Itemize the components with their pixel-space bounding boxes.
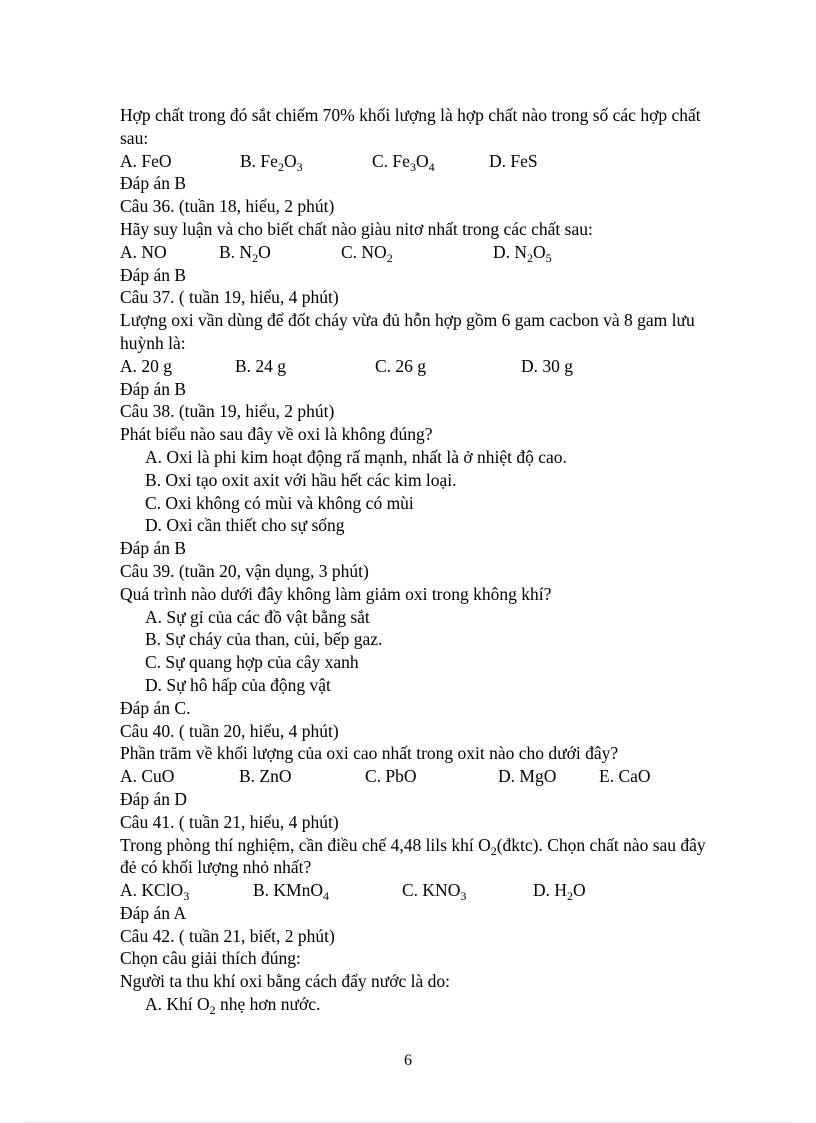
answer-option: C. Oxi không có mùi và không có mùi <box>145 492 414 513</box>
text-line: Phát biểu nào sau đây về oxi là không đúng? <box>120 424 433 445</box>
answer-option <box>235 355 286 378</box>
question-header: Câu 42. ( tuần 21, biết, 2 phút) <box>120 925 335 946</box>
subscript: 2 <box>567 889 574 904</box>
text-run: nhẹ hơn nước. <box>215 994 321 1015</box>
question-header: Câu 36. (tuần 18, hiểu, 2 phút) <box>120 196 335 217</box>
subscript: 4 <box>428 159 435 174</box>
text-run: A. Khí O <box>145 994 210 1015</box>
question-header: Câu 38. (tuần 19, hiểu, 2 phút) <box>120 401 335 422</box>
text-line: Người ta thu khí oxi bằng cách đẩy nước là do: <box>120 971 451 992</box>
subscript: 2 <box>252 250 259 265</box>
text-run: D. H <box>533 880 568 901</box>
answer-option <box>341 241 393 264</box>
page-number: 6 <box>404 1052 412 1069</box>
document-body <box>120 104 720 1016</box>
text-run: A. KClO <box>120 880 184 901</box>
answer-option <box>120 355 172 378</box>
options-row <box>120 241 720 264</box>
subscript: 2 <box>386 250 393 265</box>
text-run: O <box>573 880 586 901</box>
answer-option <box>533 879 586 902</box>
text-line: Lượng oxi vần dùng để đốt cháy vừa đủ hỗn hợp gồm 6 gam cacbon và 8 gam lưu huỳnh là: <box>120 310 695 353</box>
answer-option <box>489 150 538 173</box>
text-line: Quá trình nào dưới đây không làm giảm oxi trong không khí? <box>120 583 552 604</box>
options-row <box>120 355 720 378</box>
text-run: C. NO <box>341 241 387 262</box>
subscript: 5 <box>545 250 552 265</box>
text-run: D. N <box>493 241 528 262</box>
text-line: Hãy suy luận và cho biết chất nào giàu nitơ nhất trong các chất sau: <box>120 218 593 239</box>
text-run: E. CaO <box>599 766 651 787</box>
text-run: A. 20 g <box>120 355 173 376</box>
answer-option <box>498 765 556 788</box>
answer-option: A. Oxi là phi kim hoạt động rấ mạnh, nhất là ở nhiệt độ cao. <box>145 446 567 467</box>
question-header: Câu 37. ( tuần 19, hiểu, 4 phút) <box>120 287 339 308</box>
answer-option: C. Sự quang hợp của cây xanh <box>145 652 359 673</box>
answer-option <box>120 879 189 902</box>
text-run: Trong phòng thí nghiệm, cần điều chế 4,48 lils khí O <box>120 834 491 855</box>
subscript: 2 <box>527 250 534 265</box>
text-run: D. 30 g <box>521 355 574 376</box>
answer-option <box>372 150 435 173</box>
answer-option <box>521 355 573 378</box>
question-header: Câu 39. (tuần 20, vận dụng, 3 phút) <box>120 560 369 581</box>
options-row <box>120 765 720 788</box>
subscript: 3 <box>183 889 190 904</box>
subscript: 2 <box>490 843 497 858</box>
text-run: B. Fe <box>240 150 278 171</box>
subscript: 3 <box>460 889 467 904</box>
question-text <box>120 834 720 880</box>
answer-line: Đáp án B <box>120 264 187 285</box>
text-line: Phần trăm về khối lượng của oxi cao nhất trong oxit nào cho dưới đây? <box>120 743 619 764</box>
text-run: B. KMnO <box>253 880 324 901</box>
subscript: 4 <box>323 889 330 904</box>
text-line: Hợp chất trong đó sắt chiếm 70% khối lượng là hợp chất nào trong số các hợp chất sau: <box>120 105 701 148</box>
question-header: Câu 40. ( tuần 20, hiểu, 4 phút) <box>120 720 339 741</box>
text-run: A. NO <box>120 241 167 262</box>
text-run: C. Fe <box>372 150 410 171</box>
answer-option <box>599 765 651 788</box>
answer-option <box>120 765 174 788</box>
answer-option <box>239 765 292 788</box>
answer-option <box>402 879 466 902</box>
subscript: 2 <box>209 1003 216 1018</box>
answer-option <box>365 765 417 788</box>
answer-line: Đáp án D <box>120 788 188 809</box>
options-row <box>120 879 720 902</box>
text-line: Chọn câu giải thích đúng: <box>120 948 301 969</box>
text-run: B. ZnO <box>239 766 292 787</box>
text-run: C. KNO <box>402 880 461 901</box>
answer-line: Đáp án B <box>120 378 187 399</box>
text-run: O <box>415 150 429 171</box>
text-run: A. CuO <box>120 766 175 787</box>
text-run: O <box>258 241 271 262</box>
answer-option: D. Oxi cần thiết cho sự sống <box>145 515 345 536</box>
subscript: 3 <box>409 159 416 174</box>
answer-line: Đáp án C. <box>120 697 191 718</box>
answer-option: B. Oxi tạo oxit axit với hầu hết các kim loại. <box>145 469 457 490</box>
text-run: O <box>283 150 297 171</box>
answer-option <box>120 241 167 264</box>
answer-line: Đáp án B <box>120 173 187 194</box>
text-run: D. MgO <box>498 766 557 787</box>
answer-option: A. Sự gỉ của các đồ vật bằng sắt <box>145 606 370 627</box>
text-run: D. FeS <box>489 150 538 171</box>
text-run: C. 26 g <box>375 355 427 376</box>
text-run: O <box>533 241 546 262</box>
text-run: B. 24 g <box>235 355 287 376</box>
answer-option <box>493 241 552 264</box>
answer-option: D. Sự hô hấp của động vật <box>145 674 331 695</box>
answer-option <box>120 993 720 1016</box>
answer-line: Đáp án B <box>120 538 187 559</box>
options-row <box>120 150 720 173</box>
text-run: A. FeO <box>120 150 172 171</box>
subscript: 2 <box>277 159 284 174</box>
subscript: 3 <box>296 159 303 174</box>
answer-option: B. Sự cháy của than, củi, bếp gaz. <box>145 629 383 650</box>
answer-option <box>375 355 426 378</box>
answer-option <box>120 150 172 173</box>
text-run: B. N <box>219 241 253 262</box>
answer-line: Đáp án A <box>120 902 187 923</box>
text-run: (đktc). Chọn chất nào sau đây đẻ có khối lượng nhỏ nhất? <box>120 834 706 878</box>
answer-option <box>240 150 303 173</box>
answer-option <box>253 879 329 902</box>
answer-option <box>219 241 271 264</box>
question-header: Câu 41. ( tuần 21, hiểu, 4 phút) <box>120 811 339 832</box>
text-run: C. PbO <box>365 766 417 787</box>
